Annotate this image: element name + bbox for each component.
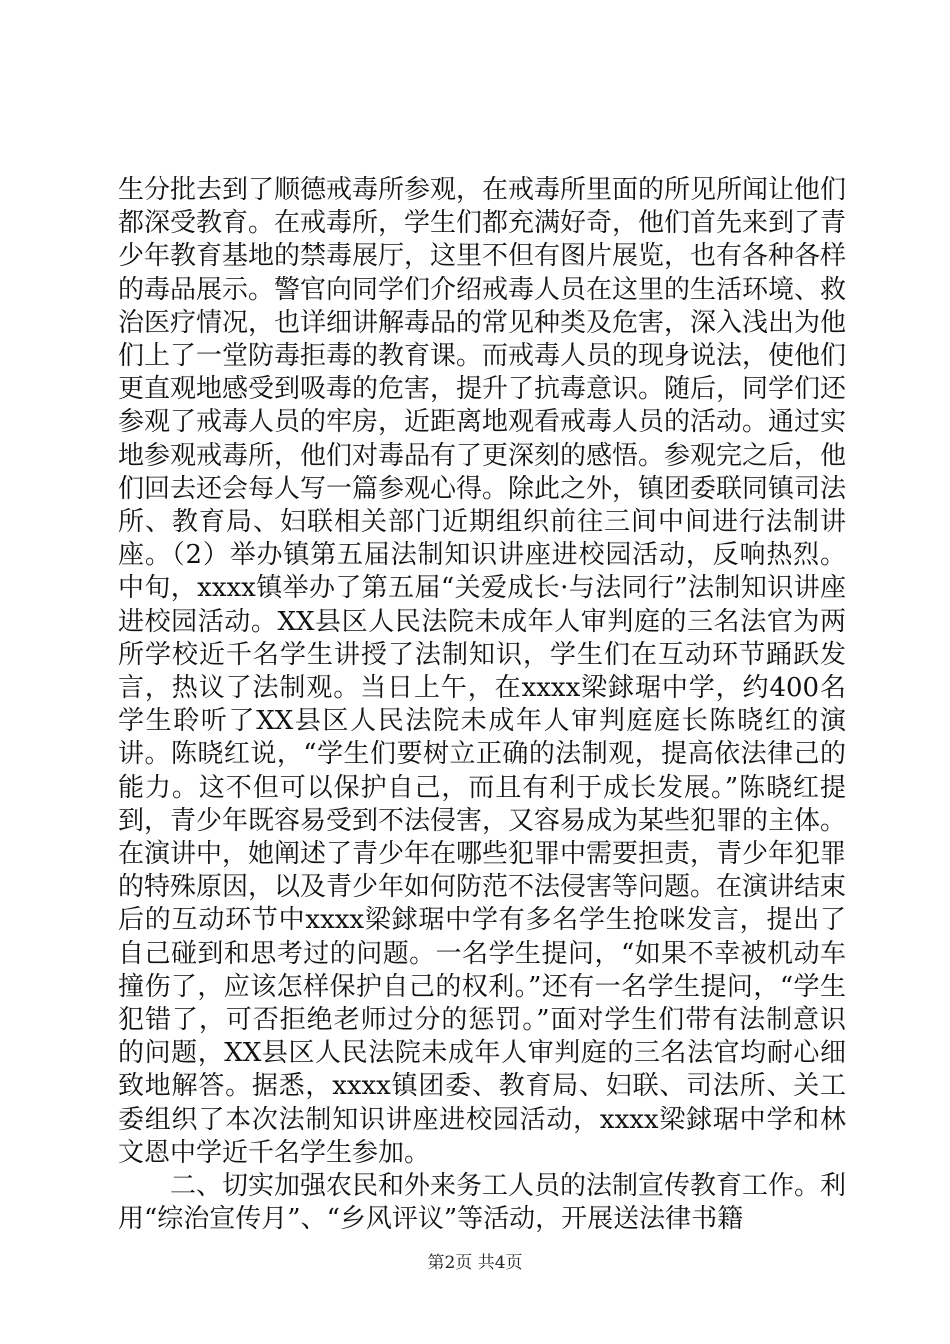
- paragraph-1: 生分批去到了顺德戒毒所参观，在戒毒所里面的所见所闻让他们都深受教育。在戒毒所，学生们都充满好奇，他们首先来到了青少年教育基地的禁毒展厅，这里不但有图片展览，也有各种各样的毒品展示。警官向同学们介绍戒毒人员在这里的生活环境、救治医疗情况，也详细讲解毒品的常见种类及危害，深入浅出为他们上了一堂防毒拒毒的教育课。而戒毒人员的现身说法，使他们更直观地感受到吸毒的危害，提升了抗毒意识。随后，同学们还参观了戒毒人员的牢房，近距离地观看戒毒人员的活动。通过实地参观戒毒所，他们对毒品有了更深刻的感悟。参观完之后，他们回去还会每人写一篇参观心得。除此之外，镇团委联同镇司法所、教育局、妇联相关部门近期组织前往三间中间进行法制讲座。（2）举办镇第五届法制知识讲座进校园活动，反响热烈。中旬，xxxx镇举办了第五届“关爱成长·与法同行”法制知识讲座进校园活动。XX县区人民法院未成年人审判庭的三名法官为两所学校近千名学生讲授了法制知识，学生们在互动环节踊跃发言，热议了法制观。当日上午，在xxxx梁銶琚中学，约400名学生聆听了XX县区人民法院未成年人审判庭庭长陈晓红的演讲。陈晓红说，“学生们要树立正确的法制观，提高依法律己的能力。这不但可以保护自己，而且有利于成长发展。”陈晓红提到，青少年既容易受到不法侵害，又容易成为某些犯罪的主体。在演讲中，她阐述了青少年在哪些犯罪中需要担责，青少年犯罪的特殊原因，以及青少年如何防范不法侵害等问题。在演讲结束后的互动环节中xxxx梁銶琚中学有多名学生抢咪发言，提出了自己碰到和思考过的问题。一名学生提问，“如果不幸被机动车撞伤了，应该怎样保护自己的权利。”还有一名学生提问，“学生犯错了，可否拒绝老师过分的惩罚。”面对学生们带有法制意识的问题，XX县区人民法院未成年人审判庭的三名法官均耐心细致地解答。据悉，xxxx镇团委、教育局、妇联、司法所、关工委组织了本次法制知识讲座进校园活动，xxxx梁銶琚中学和林文恩中学近千名学生参加。: [118, 175, 847, 1168]
- paragraph-2: 二、切实加强农民和外来务工人员的法制宣传教育工作。利用“综治宣传月”、“乡风评议”等活动，开展送法律书籍: [118, 1171, 847, 1235]
- page-footer: 第2页 共4页: [427, 1253, 523, 1273]
- body-text: [118, 174, 846, 1237]
